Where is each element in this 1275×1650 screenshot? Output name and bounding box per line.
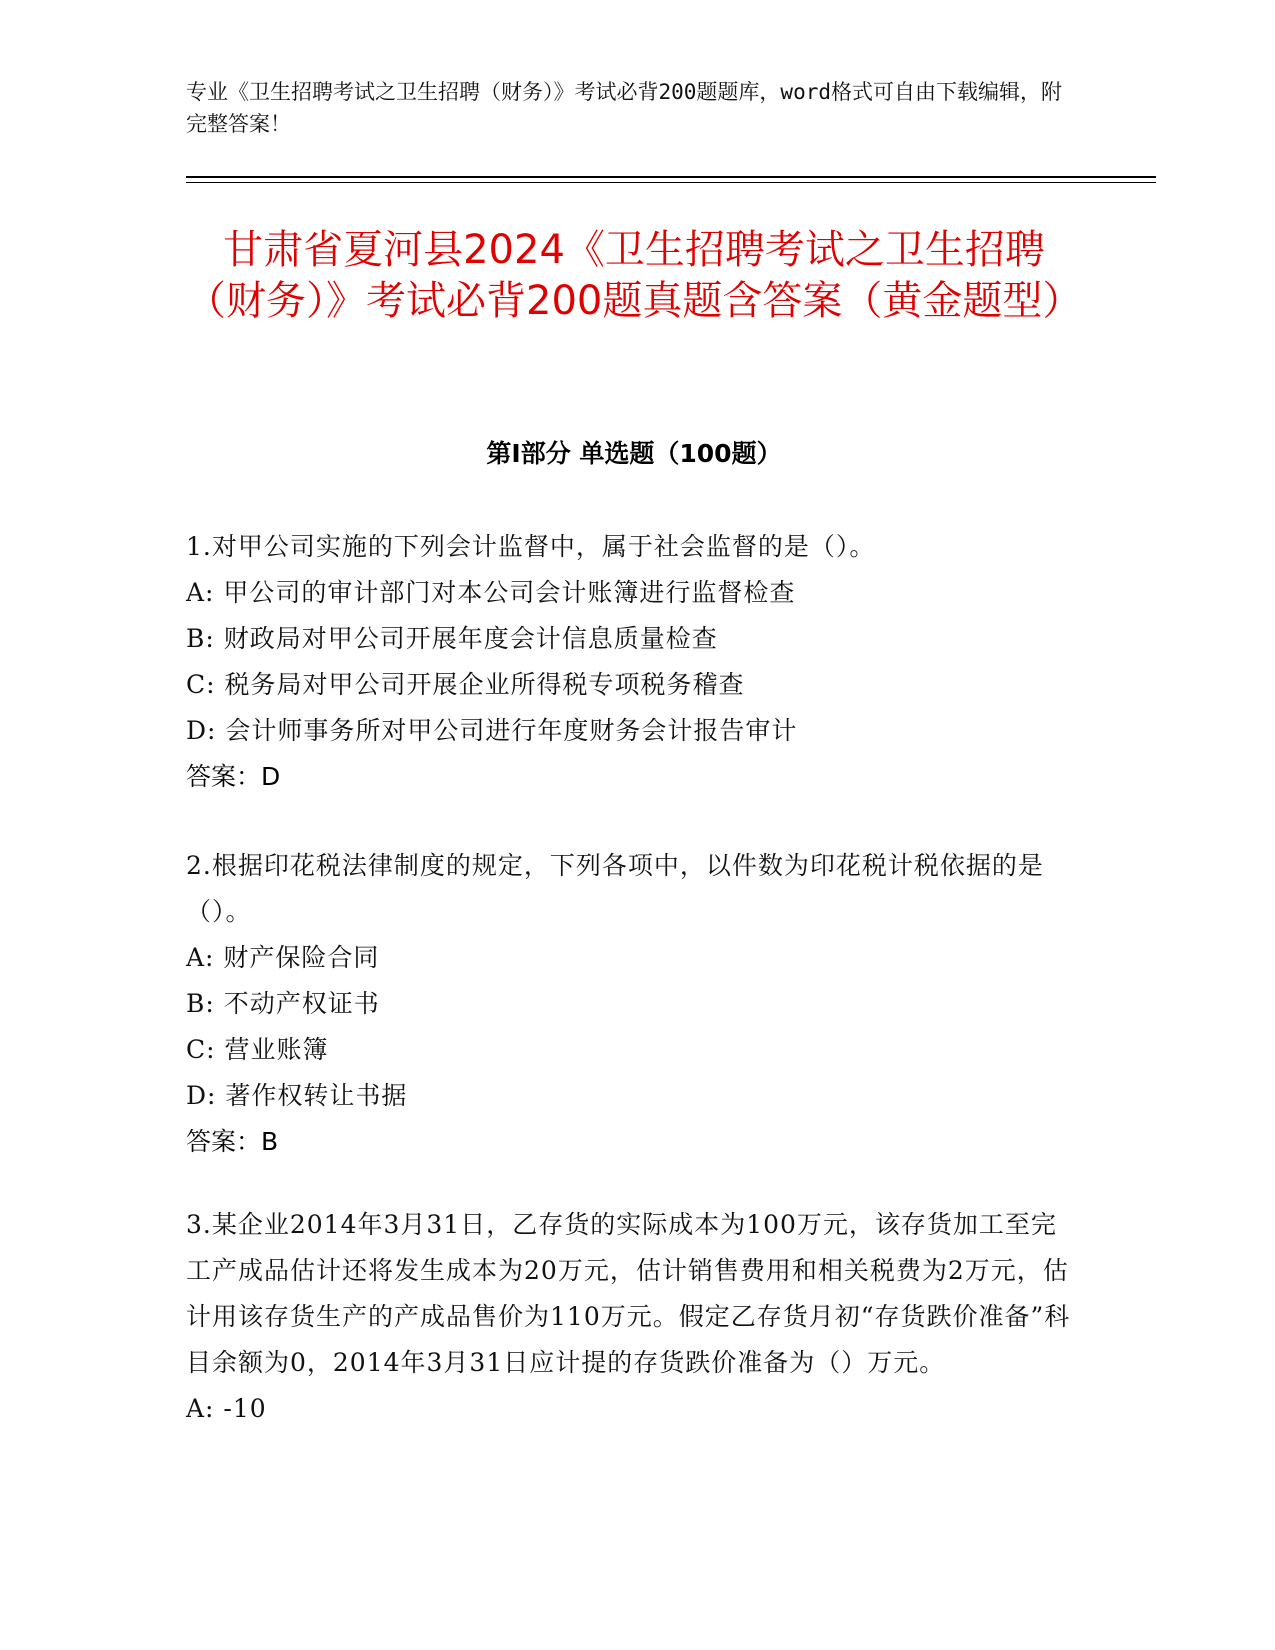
question-stem: 3.某企业2014年3月31日，乙存货的实际成本为100万元，该存货加工至完工产成品估计还将发生成本为20万元，估计销售费用和相关税费为2万元，估计用该存货生产的产成品售价为110万元。假定乙存货月初“存货跌价准备”科目余额为0，2014年3月31日应计提的存货跌价准备为（）万元。 — [186, 1210, 1071, 1377]
question-stem: 1.对甲公司实施的下列会计监督中，属于社会监督的是（）。 — [186, 532, 876, 561]
question-stem: 2.根据印花税法律制度的规定，下列各项中，以件数为印花税计税依据的是（）。 — [186, 851, 1044, 926]
option-a: A: 财产保险合同 — [186, 943, 380, 972]
option-c: C: 营业账簿 — [186, 1035, 329, 1064]
header-rule-thin — [186, 182, 1156, 183]
answer: 答案：B — [186, 1127, 279, 1156]
document-title: 甘肃省夏河县2024《卫生招聘考试之卫生招聘（财务）》考试必背200题真题含答案（黄金题型） — [186, 227, 1083, 324]
section-title: 第Ⅰ部分 单选题（100题） — [486, 439, 782, 468]
question-1 — [186, 524, 1076, 800]
option-c: C: 税务局对甲公司开展企业所得税专项税务稽查 — [186, 670, 745, 699]
option-b: B: 不动产权证书 — [186, 989, 380, 1018]
question-2 — [186, 843, 1076, 1165]
option-a: A: -10 — [186, 1394, 267, 1423]
header-rule-thick — [186, 176, 1156, 178]
question-3 — [186, 1202, 1076, 1432]
answer: 答案：D — [186, 762, 281, 791]
option-a: A: 甲公司的审计部门对本公司会计账簿进行监督检查 — [186, 578, 796, 607]
option-b: B: 财政局对甲公司开展年度会计信息质量检查 — [186, 624, 718, 653]
header-note: 专业《卫生招聘考试之卫生招聘（财务）》考试必背200题题库，word格式可自由下载编辑，附完整答案！ — [186, 80, 1062, 136]
option-d: D: 会计师事务所对甲公司进行年度财务会计报告审计 — [186, 716, 798, 745]
option-d: D: 著作权转让书据 — [186, 1081, 408, 1110]
